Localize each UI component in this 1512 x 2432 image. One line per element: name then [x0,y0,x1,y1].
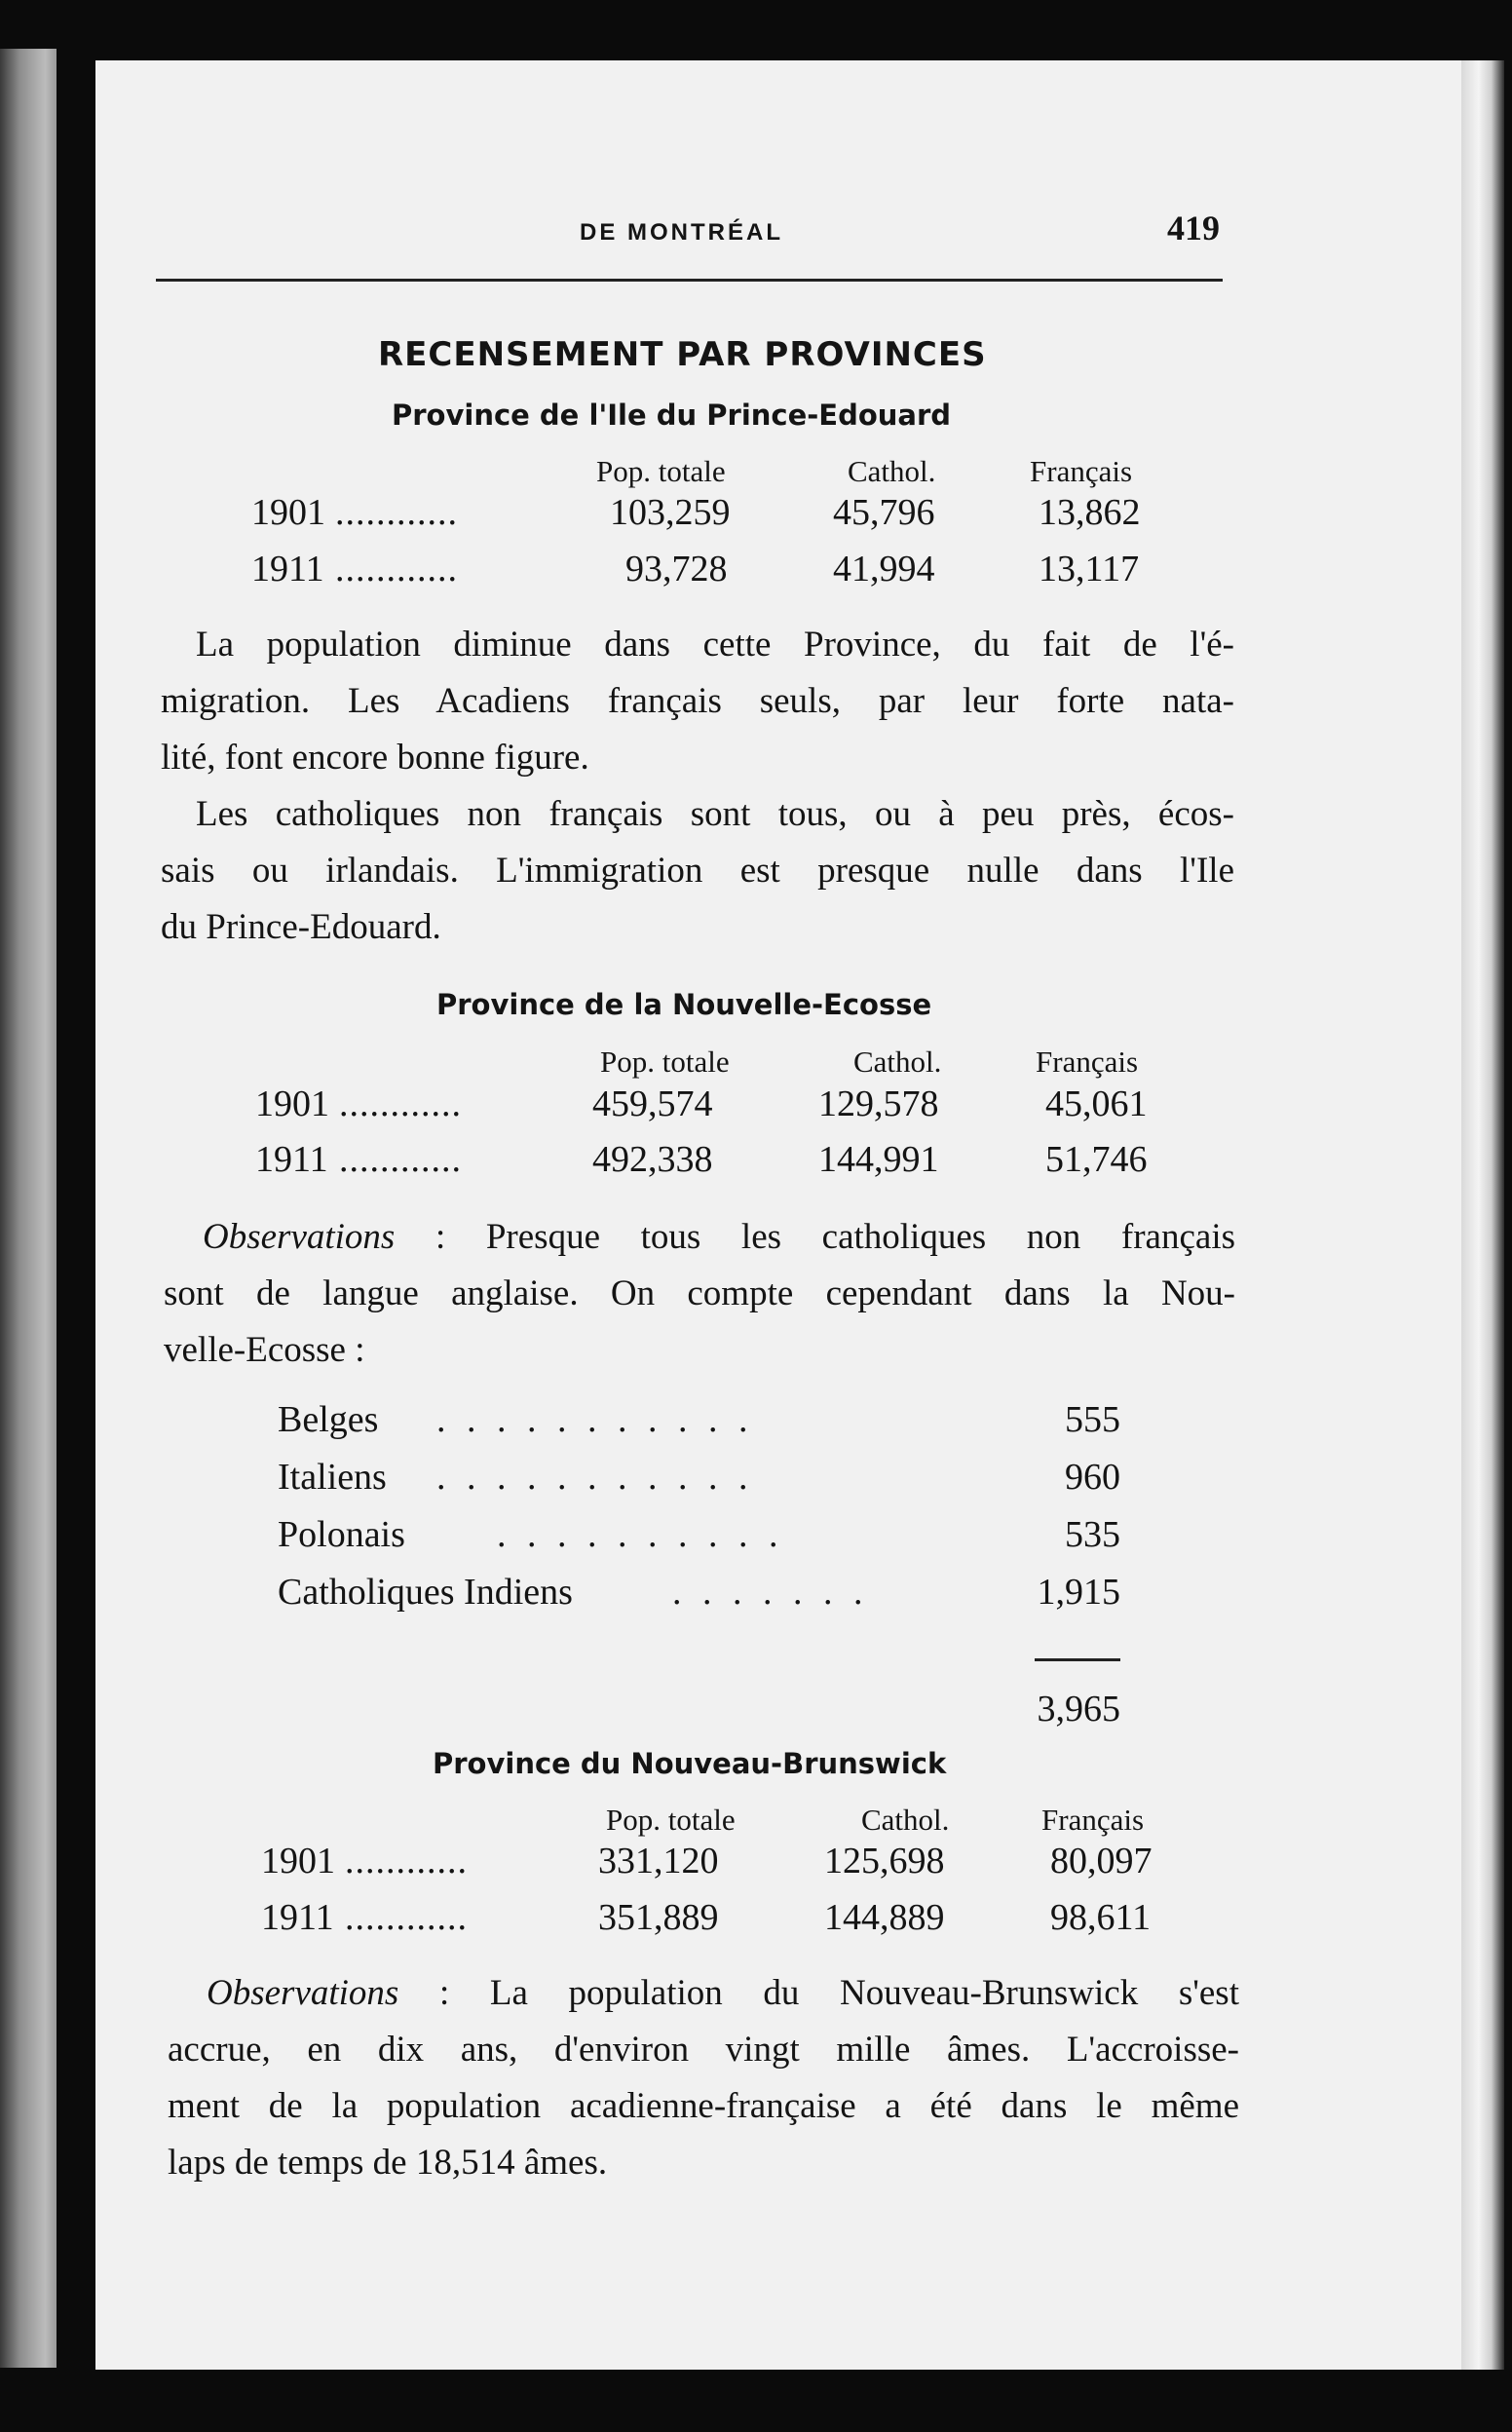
page-fore-edge [1461,60,1504,2370]
text-line: Les catholiques non français sont tous, ou à peu près, écos- [196,794,1234,834]
ns-row1-year: 1901 [255,1083,329,1124]
nb-row1-pop: 331,120 [598,1841,719,1881]
page-title: RECENSEMENT PAR PROVINCES [378,335,987,374]
pei-col-francais: Français [1030,454,1133,488]
nb-observations [168,1965,1239,2191]
ns-row1-pop: 459,574 [592,1083,713,1124]
observations-label: Observations [207,1973,399,2013]
text-line: La population diminue dans cette Province, du fait de l'é- [196,625,1234,665]
text-line: ment de la population acadienne-française a été dans le même [168,2086,1239,2126]
pei-row2-cathol: 41,994 [833,549,935,589]
pei-row1-francais: 13,862 [1039,492,1141,533]
running-title: DE MONTRÉAL [580,219,783,246]
nb-row1-leader: ............ [345,1841,468,1881]
ns-row1-francais: 45,061 [1045,1083,1148,1124]
ns-row2-pop: 492,338 [592,1139,713,1180]
pei-row1-pop: 103,259 [610,492,731,533]
ns-group-value: 535 [1065,1514,1120,1555]
nb-row1-francais: 80,097 [1050,1841,1153,1881]
ns-group-leader: . . . . . . . . . . . [436,1457,754,1498]
pei-row2-year: 1911 [251,549,324,589]
ns-group-name: Belges [278,1399,379,1440]
ns-observations [164,1209,1235,1379]
ns-col-cathol: Cathol. [853,1045,942,1079]
ns-group-name: Polonais [278,1514,405,1555]
text-line: du Prince-Edouard. [161,907,441,947]
sum-rule [1035,1658,1120,1661]
pei-row2-francais: 13,117 [1039,549,1140,589]
observations-label: Observations [203,1217,396,1257]
text-line: lité, font encore bonne figure. [161,738,589,778]
observations-text: : Presque tous les catholiques non français [395,1217,1235,1257]
nb-row2-year: 1911 [261,1897,334,1938]
observations-text: : La population du Nouveau-Brunswick s'est [398,1973,1239,2013]
ns-row2-year: 1911 [255,1139,328,1180]
text-line: velle-Ecosse : [164,1330,365,1370]
text-line: sais ou irlandais. L'immigration est presque nulle dans l'Ile [161,851,1234,891]
ns-row1-cathol: 129,578 [818,1083,939,1124]
text-line [168,1965,1239,2022]
nb-col-cathol: Cathol. [861,1803,950,1837]
nb-col-francais: Français [1041,1803,1145,1837]
adjacent-page-edge [0,49,57,2368]
pei-paragraph-2 [161,786,1234,956]
ns-row2-leader: ............ [339,1139,462,1180]
nb-col-pop: Pop. totale [606,1803,736,1837]
pei-row1-leader: ............ [335,492,458,533]
pei-row1-year: 1901 [251,492,325,533]
pei-row2-pop: 93,728 [625,549,728,589]
pei-row2-leader: ............ [335,549,458,589]
ns-group-value: 960 [1065,1457,1120,1498]
nb-row2-leader: ............ [345,1897,468,1938]
ns-group-leader: . . . . . . . . . . . [436,1399,754,1440]
nb-row1-year: 1901 [261,1841,335,1881]
ns-group-leader: . . . . . . . . . . [497,1514,784,1555]
ns-group-value: 555 [1065,1399,1120,1440]
ns-heading: Province de la Nouvelle-Ecosse [436,988,932,1021]
pei-heading: Province de l'Ile du Prince-Edouard [392,399,952,432]
ns-group-name: Italiens [278,1457,387,1498]
text-line: sont de langue anglaise. On compte cependant dans la Nou- [164,1273,1235,1313]
ns-total: 3,965 [1037,1689,1120,1729]
text-line: accrue, en dix ans, d'environ vingt mille âmes. L'accroisse- [168,2030,1239,2070]
ns-row2-francais: 51,746 [1045,1139,1148,1180]
pei-paragraph-1 [161,617,1234,786]
nb-row1-cathol: 125,698 [824,1841,945,1881]
pei-col-pop: Pop. totale [596,454,726,488]
ns-group-name: Catholiques Indiens [278,1572,573,1613]
nb-row2-cathol: 144,889 [824,1897,945,1938]
nb-heading: Province du Nouveau-Brunswick [433,1747,947,1780]
ns-col-pop: Pop. totale [600,1045,730,1079]
text-line [164,1209,1235,1266]
nb-row2-pop: 351,889 [598,1897,719,1938]
ns-group-leader: . . . . . . . [672,1572,869,1613]
ns-row2-cathol: 144,991 [818,1139,939,1180]
header-rule [156,279,1223,282]
page-number: 419 [1167,209,1220,247]
ns-col-francais: Français [1036,1045,1139,1079]
nb-row2-francais: 98,611 [1050,1897,1152,1938]
text-line: laps de temps de 18,514 âmes. [168,2143,608,2183]
text-line: migration. Les Acadiens français seuls, par leur forte nata- [161,681,1234,721]
pei-row1-cathol: 45,796 [833,492,935,533]
ns-group-value: 1,915 [1037,1572,1120,1613]
ns-row1-leader: ............ [339,1083,462,1124]
pei-col-cathol: Cathol. [848,454,936,488]
